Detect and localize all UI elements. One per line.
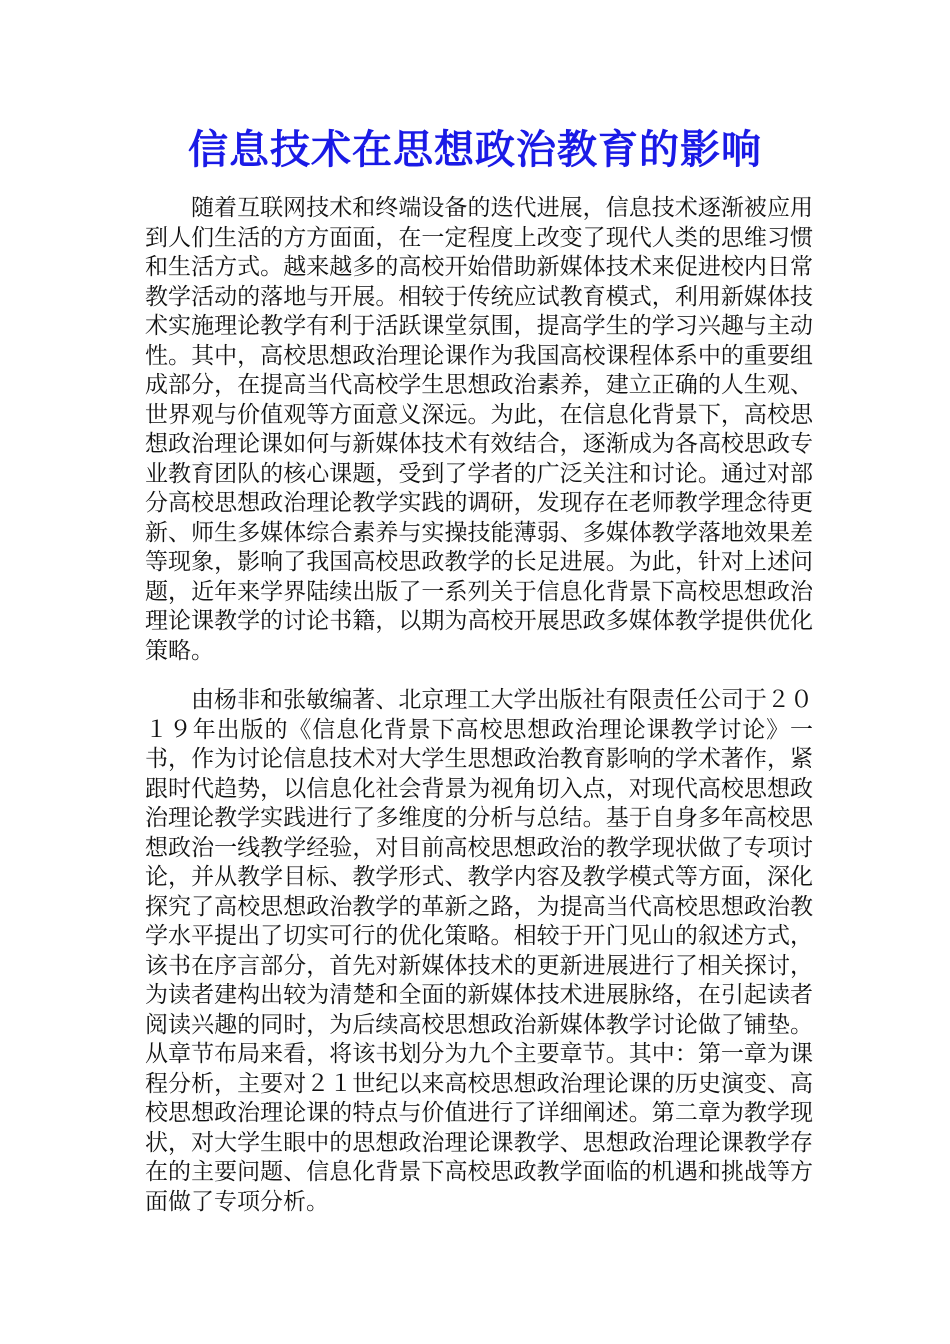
document-title: 信息技术在思想政治教育的影响 (188, 126, 762, 173)
document-body (145, 194, 813, 1237)
paragraph-1: 随着互联网技术和终端设备的迭代进展，信息技术逐渐被应用到人们生活的方方面面，在一定程度上改变了现代人类的思维习惯和生活方式。越来越多的高校开始借助新媒体技术来促进校内日常教学活动的落地与开展。相较于传统应试教育模式，利用新媒体技术实施理论教学有利于活跃课堂氛围，提高学生的学习兴趣与主动性。其中，高校思想政治理论课作为我国高校课程体系中的重要组成部分，在提高当代高校学生思想政治素养，建立正确的人生观、世界观与价值观等方面意义深远。为此，在信息化背景下，高校思想政治理论课如何与新媒体技术有效结合，逐渐成为各高校思政专业教育团队的核心课题，受到了学者的广泛关注和讨论。通过对部分高校思想政治理论教学实践的调研，发现存在老师教学理念待更新、师生多媒体综合素养与实操技能薄弱、多媒体教学落地效果差等现象，影响了我国高校思政教学的长足进展。为此，针对上述问题，近年来学界陆续出版了一系列关于信息化背景下高校思想政治理论课教学的讨论书籍，以期为高校开展思政多媒体教学提供优化策略。 (145, 195, 813, 664)
paragraph-2: 由杨非和张敏编著、北京理工大学出版社有限责任公司于２０１９年出版的《信息化背景下高校思想政治理论课教学讨论》一书，作为讨论信息技术对大学生思想政治教育影响的学术著作，紧跟时代趋势，以信息化社会背景为视角切入点，对现代高校思想政治理论教学实践进行了多维度的分析与总结。基于自身多年高校思想政治一线教学经验，对目前高校思想政治的教学现状做了专项讨论，并从教学目标、教学形式、教学内容及教学模式等方面，深化探究了高校思想政治教学的革新之路，为提高当代高校思想政治教学水平提出了切实可行的优化策略。相较于开门见山的叙述方式，该书在序言部分，首先对新媒体技术的更新进展进行了相关探讨，为读者建构出较为清楚和全面的新媒体技术进展脉络，在引起读者阅读兴趣的同时，为后续高校思想政治新媒体教学讨论做了铺垫。从章节布局来看，将该书划分为九个主要章节。其中：第一章为课程分析，主要对２１世纪以来高校思想政治理论课的历史演变、高校思想政治理论课的特点与价值进行了详细阐述。第二章为教学现状，对大学生眼中的思想政治理论课教学、思想政治理论课教学存在的主要问题、信息化背景下高校思政教学面临的机遇和挑战等方面做了专项分析。 (145, 687, 813, 1215)
